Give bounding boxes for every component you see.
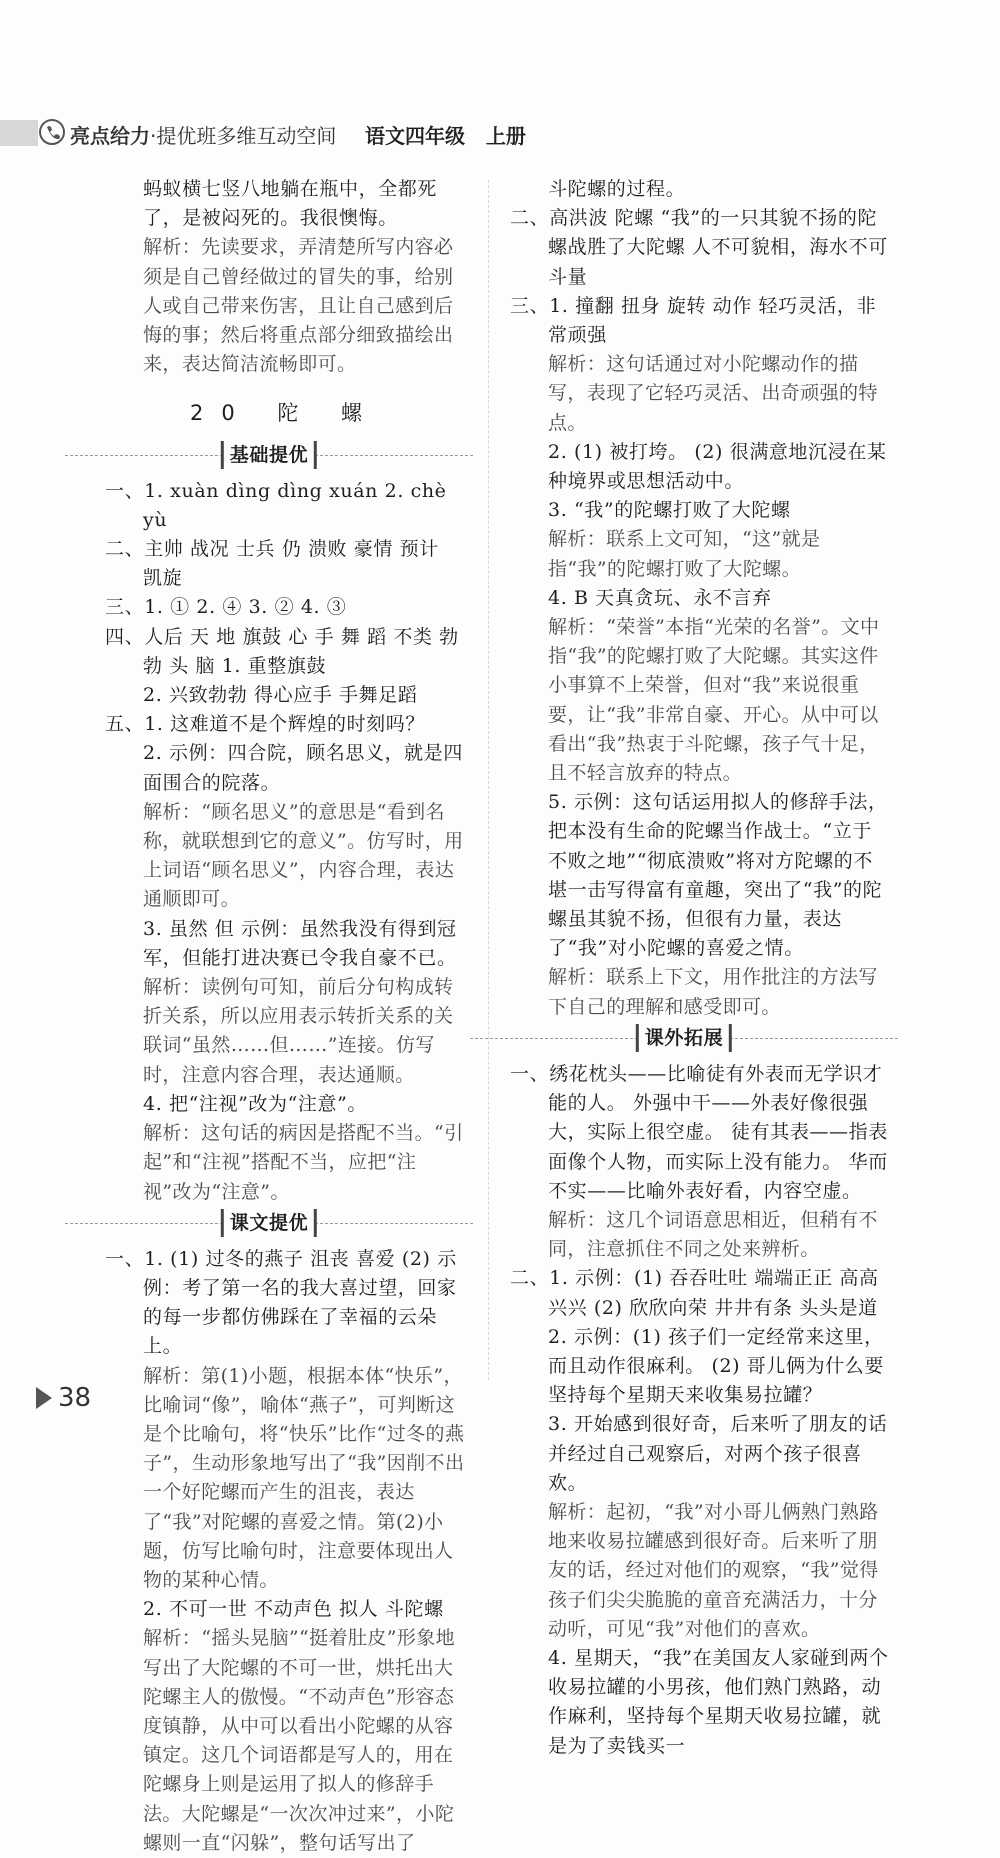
analysis-text: 解析：第(1)小题，根据本体“快乐”，比喻词“像”，喻体“燕子”，可判断这是个比喻句，将“快乐”比作“过冬的燕子”，生动形象地写出了“我”因削不出一个好陀螺而产生的沮丧，表达了“我”对陀螺的喜爱之情。第(2)小题，仿写比喻句时，注意要体现出人物的某种心情。 (143, 1364, 465, 1591)
page-header (0, 110, 1000, 156)
banner-text (65, 1209, 473, 1239)
series-name: ·提优班多维互动空间 (150, 124, 337, 148)
column-divider (488, 180, 489, 1380)
answer-line: 二、高洪波 陀螺 “我”的一只其貌不扬的陀螺战胜了大陀螺 人不可貌相，海水不可斗量 (510, 207, 888, 288)
analysis-text: 解析：起初，“我”对小哥儿俩熟门熟路地来收易拉罐感到很好奇。后来听了朋友的话，经过对他们的观察，“我”觉得孩子们尖尖脆脆的童音充满活力，十分动听，可见“我”对他们的喜欢。 (548, 1500, 879, 1640)
answer-line: 蚂蚁横七竖八地躺在瓶中，全都死了，是被闷死的。我很懊悔。 (143, 178, 438, 230)
header-title (70, 120, 336, 149)
analysis-text: 解析：这句话的病因是搭配不当。“引起”和“注视”搭配不当，应把“注视”改为“注意”。 (143, 1122, 464, 1203)
answer-line: 3. 开始感到很好奇，后来听了朋友的话并经过自己观察后，对两个孩子很喜欢。 (548, 1413, 888, 1494)
banner-basic (65, 441, 473, 471)
volume-label: 上册 (485, 124, 526, 148)
answer-line: 3. 虽然 但 示例：虽然我没有得到冠军，但能打进决赛已令我自豪不已。 (143, 917, 457, 969)
banner-text-label: 课文提优 (221, 1209, 317, 1237)
answer-line: 一、绣花枕头——比喻徒有外表而无学识才能的人。 外强中干——外表好像很强大，实际上很空虚。 徒有其表——指表面像个人物，而实际上没有能力。 华而不实——比喻外表好看，内容空虚。 (510, 1062, 888, 1202)
analysis-text: 解析：读例句可知，前后分句构成转折关系，所以应用表示转折关系的关联词“虽然……但……”连接。仿写时，注意内容合理，表达通顺。 (143, 976, 454, 1086)
answer-line: 4. 把“注视”改为“注意”。 (143, 1092, 368, 1115)
subject-label: 语文四年级 (365, 124, 465, 148)
analysis-text: 解析：这句话通过对小陀螺动作的描写，表现了它轻巧灵活、出奇顽强的特点。 (548, 353, 878, 434)
right-column (510, 175, 890, 1761)
answer-line: 3. “我”的陀螺打败了大陀螺 (548, 499, 791, 522)
analysis-text: 解析：“荣誉”本指“光荣的名誉”。文中指“我”的陀螺打败了大陀螺。其实这件小事算不上荣誉，但对“我”来说很重要，让“我”非常自豪、开心。从中可以看出“我”热衷于斗陀螺，孩子气十足，且不轻言放弃的特点。 (548, 616, 880, 785)
answer-line: 5. 示例：这句话运用拟人的修辞手法，把本没有生命的陀螺当作战士。“立于不败之地”“彻底溃败”将对方陀螺的不堪一击写得富有童趣，突出了“我”的陀螺虽其貌不扬，但很有力量，表达了“我”对小陀螺的喜爱之情。 (548, 791, 888, 960)
answer-line: 2. (1) 被打垮。 (2) 很满意地沉浸在某种境界或思想活动中。 (548, 440, 887, 493)
answer-line: 四、人后 天 地 旗鼓 心 手 舞 蹈 不类 勃勃 头 脑 1. 重整旗鼓 (105, 625, 459, 677)
analysis-text: 解析：这几个词语意思相近，但稍有不同，注意抓住不同之处来辨析。 (548, 1208, 878, 1261)
answer-line: 二、1. 示例：(1) 吞吞吐吐 端端正正 高高兴兴 (2) 欣欣向荣 井井有条 头头是道 2. 示例：(1) 孩子们一定经常来这里，而且动作很麻利。 (2) 哥儿俩为什么要坚持每个星期天来收集易拉罐？ (510, 1267, 884, 1407)
answer-line: 一、1. xuàn dìng dìng xuán 2. chè yù (105, 479, 447, 531)
analysis-text: 解析：“摇头晃脑”“挺着肚皮”形象地写出了大陀螺的不可一世，烘托出大陀螺主人的傲慢。“不动声色”形容态度镇静，从中可以看出小陀螺的从容镇定。这几个词语都是写人的，用在陀螺身上则是运用了拟人的修辞手法。大陀螺是“一次次冲过来”，小陀螺则一直“闪躲”，整句话写出了 (143, 1627, 456, 1854)
answer-line: 五、1. 这难道不是个辉煌的时刻吗？ (105, 713, 425, 736)
banner-basic-label: 基础提优 (221, 441, 317, 469)
page-number (36, 1383, 91, 1413)
answer-line: 2. 不可一世 不动声色 拟人 斗陀螺 (143, 1598, 444, 1621)
answer-line: 斗陀螺的过程。 (548, 178, 686, 200)
analysis-text: 解析：先读要求，弄清楚所写内容必须是自己曾经做过的冒失的事，给别人或自己带来伤害，且让自己感到后悔的事；然后将重点部分细致描绘出来，表达简洁流畅即可。 (143, 236, 454, 376)
answer-line: 二、主帅 战况 士兵 仍 溃败 豪情 预计 凯旋 (105, 538, 439, 590)
analysis-text: 解析：联系上下文，用作批注的方法写下自己的理解和感受即可。 (548, 966, 878, 1018)
answer-line: 三、1. 撞翻 扭身 旋转 动作 轻巧灵活，非常顽强 (510, 294, 877, 347)
phone-logo-icon (38, 118, 66, 146)
header-subject (365, 120, 526, 149)
left-column (105, 175, 465, 1858)
analysis-text: 解析：联系上文可知，“这”就是指“我”的陀螺打败了大陀螺。 (548, 528, 821, 580)
answer-line: 2. 示例：四合院，顾名思义，就是四面围合的院落。 (143, 742, 463, 794)
answer-line: 2. 兴致勃勃 得心应手 手舞足蹈 (143, 684, 418, 707)
banner-extension-label: 课外拓展 (636, 1024, 732, 1052)
analysis-text: 解析：“顾名思义”的意思是“看到名称，就联想到它的意义”。仿写时，用上词语“顾名思义”，内容合理，表达通顺即可。 (143, 800, 464, 911)
answer-line: 4. 星期天，“我”在美国友人家碰到两个收易拉罐的小男孩，他们熟门熟路，动作麻利，坚持每个星期天收易拉罐，就是为了卖钱买一 (548, 1646, 889, 1757)
section-title: 20 陀 螺 (189, 401, 381, 426)
banner-extension (470, 1024, 898, 1054)
brand-name: 亮点给力 (70, 124, 150, 148)
page-number-text: 38 (58, 1383, 92, 1413)
answer-line: 4. B 天真贪玩、永不言弃 (548, 586, 772, 609)
header-bar (0, 120, 38, 146)
answer-line: 一、1. (1) 过冬的燕子 沮丧 喜爱 (2) 示例：考了第一名的我大喜过望，回家的每一步都仿佛踩在了幸福的云朵上。 (105, 1247, 457, 1358)
page-arrow-icon (36, 1387, 52, 1409)
answer-line: 三、1. ① 2. ④ 3. ② 4. ③ (105, 596, 347, 619)
